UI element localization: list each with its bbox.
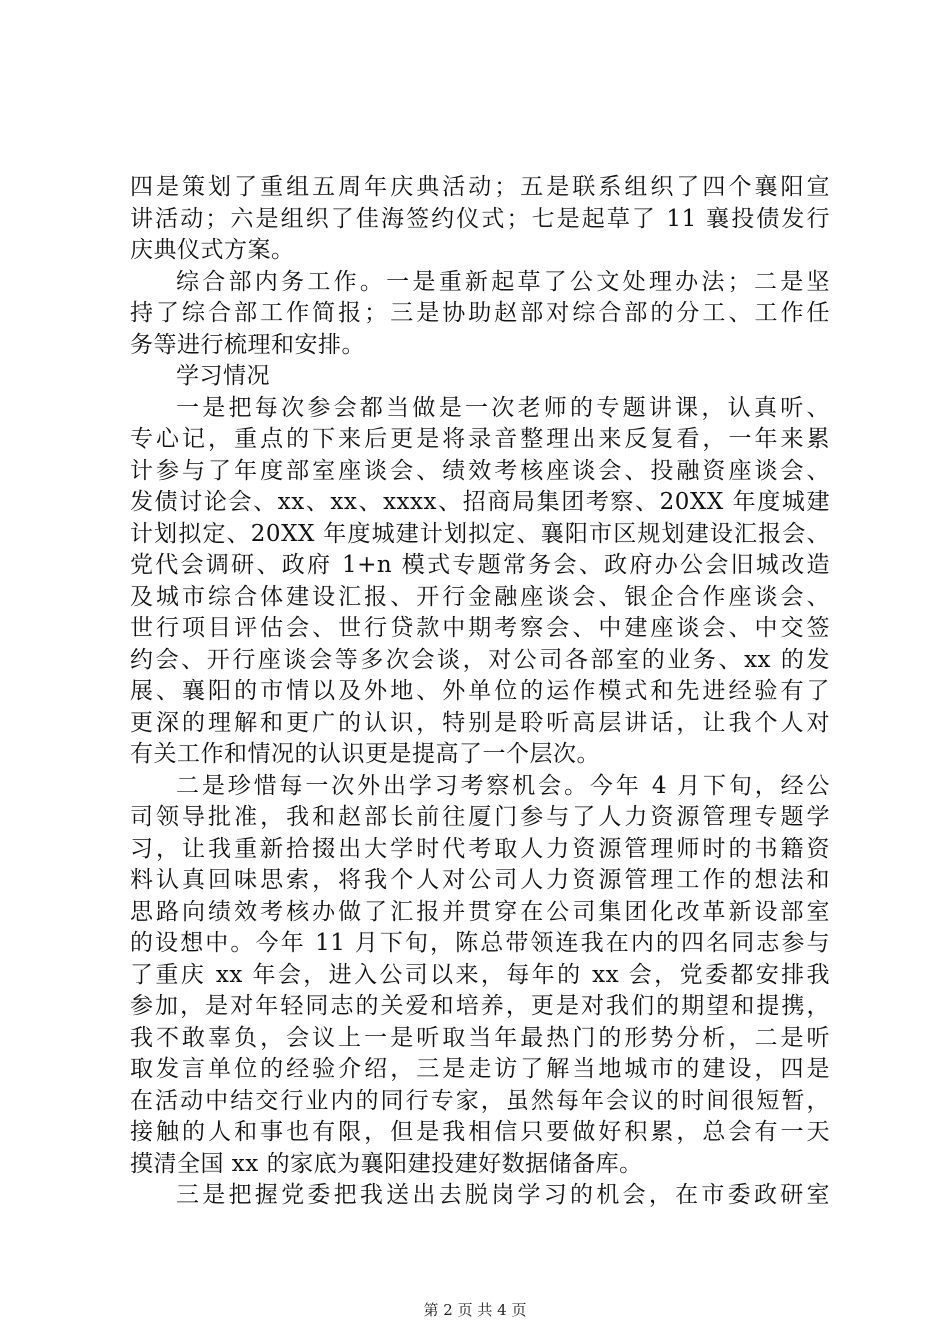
text-line: 习，让我重新拾掇出大学时代考取人力资源管理师时的书籍资	[130, 835, 830, 862]
text-line: 思路向绩效考核办做了汇报并贯穿在公司集团化改革新设部室	[130, 898, 830, 925]
document-body	[130, 172, 830, 1212]
text-line: 的设想中。今年 11 月下旬，陈总带领连我在内的四名同志参与	[130, 930, 830, 956]
text-line: 讲活动；六是组织了佳海签约仪式；七是起草了 11 襄投债发行	[130, 205, 830, 232]
text-line: 展、襄阳的市情以及外地、外单位的运作模式和先进经验有了	[130, 678, 830, 704]
text-line: 计划拟定、20XX 年度城建计划拟定、襄阳市区规划建设汇报会、	[130, 520, 830, 547]
text-line: 专心记，重点的下来后更是将录音整理出来反复看，一年来累	[130, 426, 830, 452]
text-line: 发债讨论会、xx、xx、xxxx、招商局集团考察、20XX 年度城建	[130, 489, 830, 515]
text-line: 更深的理解和更广的认识，特别是聆听高层讲话，让我个人对	[130, 709, 830, 736]
text-line: 综合部内务工作。一是重新起草了公文处理办法；二是坚	[176, 268, 830, 295]
text-line: 四是策划了重组五周年庆典活动；五是联系组织了四个襄阳宣	[130, 174, 830, 200]
text-line: 持了综合部工作简报；三是协助赵部对综合部的分工、工作任	[130, 300, 830, 326]
text-line: 约会、开行座谈会等多次会谈，对公司各部室的业务、xx 的发	[130, 646, 830, 673]
text-line: 司领导批准，我和赵部长前往厦门参与了人力资源管理专题学	[130, 804, 830, 830]
text-line: 料认真回味思索，将我个人对公司人力资源管理工作的想法和	[130, 867, 830, 893]
text-line: 在活动中结交行业内的同行专家，虽然每年会议的时间很短暂，	[130, 1087, 830, 1114]
text-line: 取发言单位的经验介绍，三是走访了解当地城市的建设，四是	[130, 1056, 830, 1082]
text-line: 一是把每次参会都当做是一次老师的专题讲课，认真听、	[176, 394, 830, 421]
text-line: 有关工作和情况的认识更是提高了一个层次。	[130, 741, 600, 767]
text-line: 参加，是对年轻同志的关爱和培养，更是对我们的期望和提携，	[130, 993, 830, 1019]
text-line: 党代会调研、政府 1+n 模式专题常务会、政府办公会旧城改造	[130, 552, 830, 578]
text-line: 务等进行梳理和安排。	[130, 331, 365, 358]
text-line: 了重庆 xx 年会，进入公司以来，每年的 xx 会，党委都安排我	[130, 961, 830, 988]
text-line: 三是把握党委把我送出去脱岗学习的机会，在市委政研室	[176, 1182, 830, 1208]
text-line: 接触的人和事也有限，但是我相信只要做好积累，总会有一天	[130, 1119, 830, 1145]
text-line: 世行项目评估会、世行贷款中期考察会、中建座谈会、中交签	[130, 615, 830, 641]
text-line: 二是珍惜每一次外出学习考察机会。今年 4 月下旬，经公	[176, 772, 830, 799]
page-footer: 第 2 页 共 4 页	[423, 1301, 527, 1319]
text-line: 摸清全国 xx 的家底为襄阳建投建好数据储备库。	[130, 1150, 643, 1177]
text-line: 我不敢辜负，会议上一是听取当年最热门的形势分析，二是听	[130, 1024, 830, 1051]
text-line: 庆典仪式方案。	[130, 237, 295, 263]
text-line: 学习情况	[176, 363, 270, 389]
text-line: 及城市综合体建设汇报、开行金融座谈会、银企合作座谈会、	[130, 583, 830, 610]
text-line: 计参与了年度部室座谈会、绩效考核座谈会、投融资座谈会、	[130, 457, 830, 484]
